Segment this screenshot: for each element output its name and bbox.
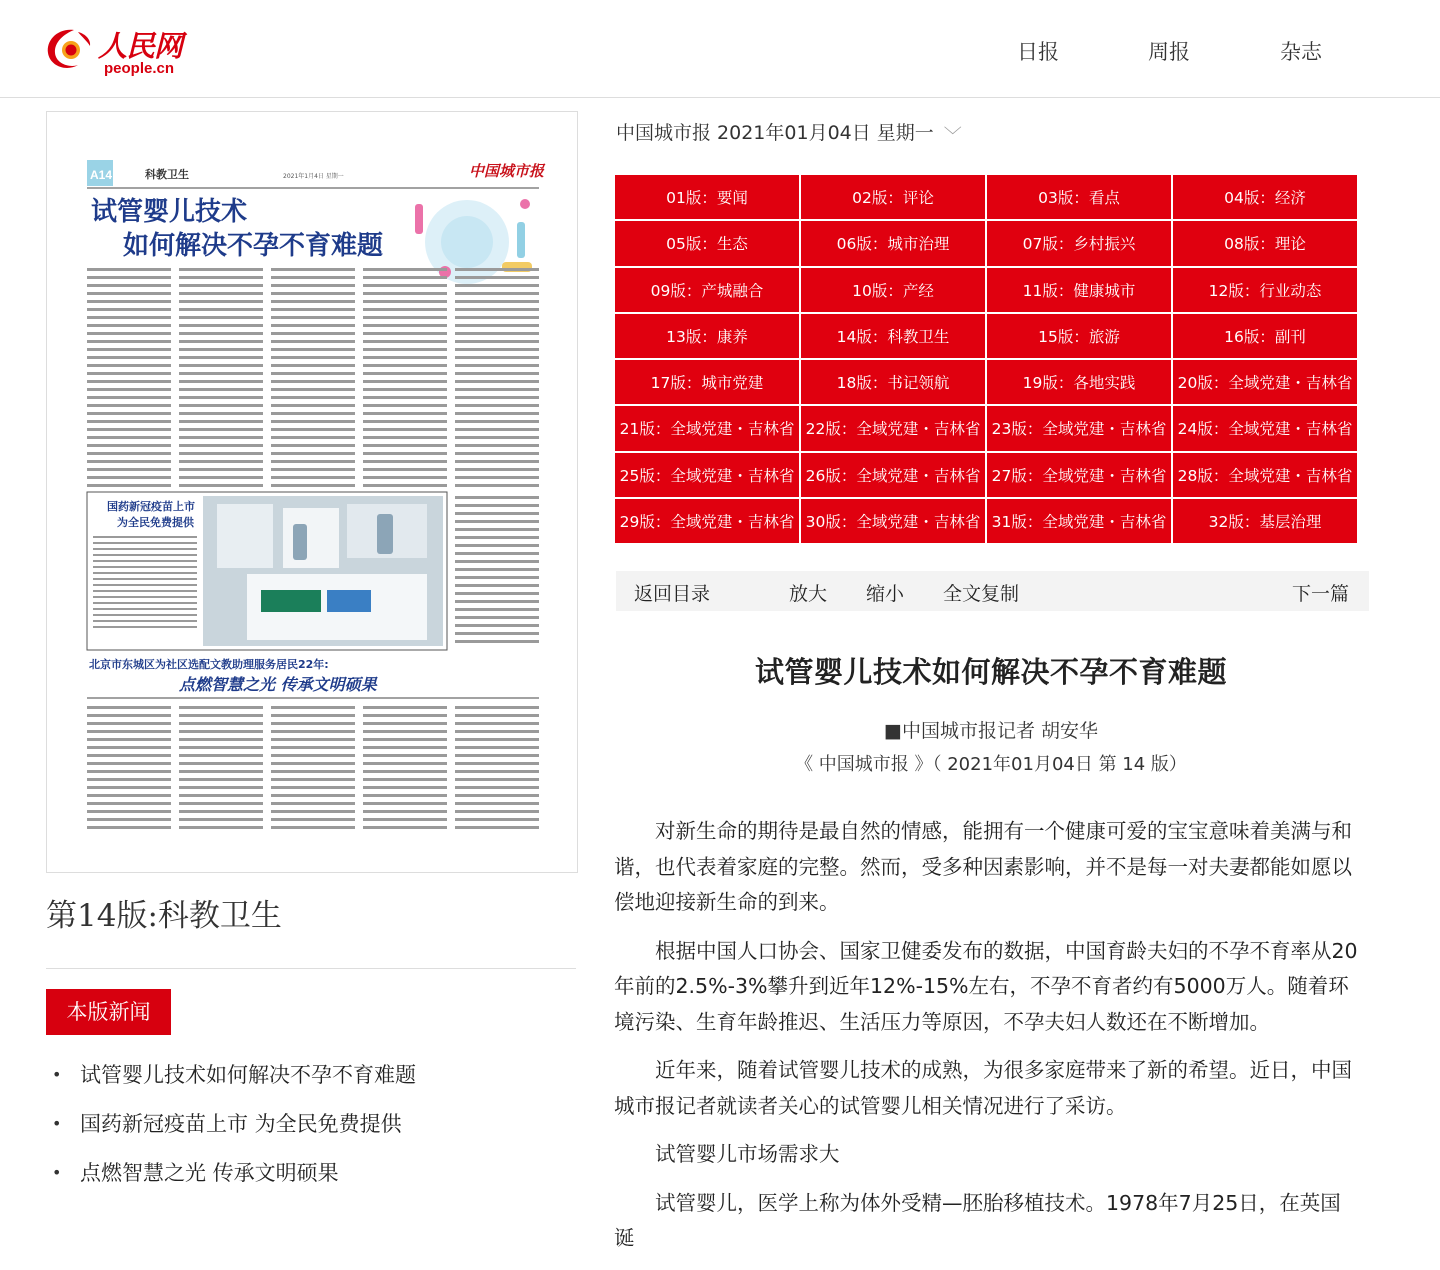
article-paragraph: 对新生命的期待是最自然的情感，能拥有一个健康可爱的宝宝意味着美满与和谐，也代表着家庭的完整。然而，受多种因素影响，并不是每一对夫妻都能如愿以偿地迎接新生命的到来。 [614,819,1352,914]
edition-link[interactable]: 27版：全域党建・吉林省 [987,453,1171,497]
issue-date-text: 中国城市报 2021年01月04日 星期一 [616,122,934,144]
edition-link[interactable]: 18版：书记领航 [801,360,985,404]
edition-link[interactable]: 01版：要闻 [615,175,799,219]
edition-link[interactable]: 24版：全域党建・吉林省 [1173,406,1357,450]
edition-link[interactable]: 12版：行业动态 [1173,268,1357,312]
back-to-index-button[interactable]: 返回目录 [634,583,711,605]
site-header [0,0,1440,98]
zoom-out-button[interactable]: 缩小 [866,583,905,605]
edition-link[interactable]: 14版：科教卫生 [801,314,985,358]
article-body [614,814,1360,1270]
edition-link[interactable]: 02版：评论 [801,175,985,219]
page-sub-line1: 国药新冠疫苗上市 [107,500,195,513]
edition-link[interactable]: 13版：康养 [615,314,799,358]
nav-magazine[interactable]: 杂志 [1280,40,1322,64]
news-link[interactable]: • 试管婴儿技术如何解决不孕不育难题 [52,1058,416,1107]
page-dateline-text: 2021年1月4日 星期一 [283,173,344,180]
logo-mark-icon [44,26,94,72]
edition-link[interactable]: 16版：副刊 [1173,314,1357,358]
page-news-list [52,1058,416,1205]
edition-link[interactable]: 25版：全域党建・吉林省 [615,453,799,497]
nav-weekly[interactable]: 周报 [1148,40,1190,64]
article-subheading: 试管婴儿市场需求大 [655,1142,840,1166]
newspaper-page-render [47,112,577,872]
edition-link[interactable]: 10版：产经 [801,268,985,312]
news-link[interactable]: • 点燃智慧之光 传承文明硕果 [52,1156,416,1205]
newspaper-page-image[interactable] [46,111,578,873]
page-tag-text: A14 [90,168,113,182]
zoom-in-button[interactable]: 放大 [789,583,828,605]
page-edition-title: 第14版:科教卫生 [46,898,282,934]
page-headline-line1: 试管婴儿技术 [91,197,248,227]
edition-link[interactable]: 21版：全域党建・吉林省 [615,406,799,450]
page-story2-headline: 点燃智慧之光 传承文明硕果 [179,675,377,694]
page-section-text: 科教卫生 [145,168,189,181]
nav-daily[interactable]: 日报 [1017,40,1059,64]
edition-link[interactable]: 31版：全域党建・吉林省 [987,499,1171,543]
article-paragraph: 近年来，随着试管婴儿技术的成熟，为很多家庭带来了新的希望。近日，中国城市报记者就读者关心的试管婴儿相关情况进行了采访。 [614,1058,1352,1118]
copy-full-text-button[interactable]: 全文复制 [943,583,1020,605]
edition-link[interactable]: 26版：全域党建・吉林省 [801,453,985,497]
article-source: 《 中国城市报 》（ 2021年01月04日 第 14 版） [795,754,1187,775]
edition-grid [614,174,1358,544]
edition-link[interactable]: 06版：城市治理 [801,221,985,265]
article-paragraph: 根据中国人口协会、国家卫健委发布的数据，中国育龄夫妇的不孕不育率从20年前的2.5%-3%攀升到近年12%-15%左右，不孕不育者约有5000万人。随着环境污染、生育年龄推迟、生活压力等原因，不孕夫妇人数还在不断增加。 [614,938,1358,1034]
edition-link[interactable]: 23版：全域党建・吉林省 [987,406,1171,450]
tab-page-news[interactable]: 本版新闻 [46,989,171,1035]
edition-link[interactable]: 04版：经济 [1173,175,1357,219]
edition-link[interactable]: 09版：产城融合 [615,268,799,312]
edition-link[interactable]: 07版：乡村振兴 [987,221,1171,265]
next-article-button[interactable]: 下一篇 [1292,583,1350,605]
edition-link[interactable]: 32版：基层治理 [1173,499,1357,543]
edition-link[interactable]: 08版：理论 [1173,221,1357,265]
edition-link[interactable]: 29版：全域党建・吉林省 [615,499,799,543]
edition-link[interactable]: 19版：各地实践 [987,360,1171,404]
edition-link[interactable]: 28版：全域党建・吉林省 [1173,453,1357,497]
logo-chinese-text: 人民网 [98,29,183,63]
edition-link[interactable]: 11版：健康城市 [987,268,1171,312]
logo-english-text: people.cn [104,60,175,77]
issue-date-selector[interactable] [616,118,962,145]
site-logo[interactable] [44,22,204,80]
edition-link[interactable]: 15版：旅游 [987,314,1171,358]
article-toolbar [616,571,1369,611]
article-byline: ■中国城市报记者 胡安华 [884,720,1098,742]
edition-link[interactable]: 05版：生态 [615,221,799,265]
article-paragraph: 试管婴儿，医学上称为体外受精—胚胎移植技术。1978年7月25日，在英国诞 [614,1190,1341,1250]
chevron-down-icon: ﹀ [943,126,962,147]
edition-link[interactable]: 03版：看点 [987,175,1171,219]
divider [46,968,576,969]
page-masthead-text: 中国城市报 [469,162,545,180]
edition-link[interactable]: 20版：全域党建・吉林省 [1173,360,1357,404]
edition-link[interactable]: 30版：全域党建・吉林省 [801,499,985,543]
page-sub-line2: 为全民免费提供 [117,516,194,529]
article-title: 试管婴儿技术如何解决不孕不育难题 [754,655,1227,689]
page-headline-line2: 如何解决不孕不育难题 [123,231,384,261]
page-story2-kicker: 北京市东城区为社区选配文教助理服务居民22年: [89,658,329,671]
news-link[interactable]: • 国药新冠疫苗上市 为全民免费提供 [52,1107,416,1156]
edition-link[interactable]: 17版：城市党建 [615,360,799,404]
edition-link[interactable]: 22版：全域党建・吉林省 [801,406,985,450]
